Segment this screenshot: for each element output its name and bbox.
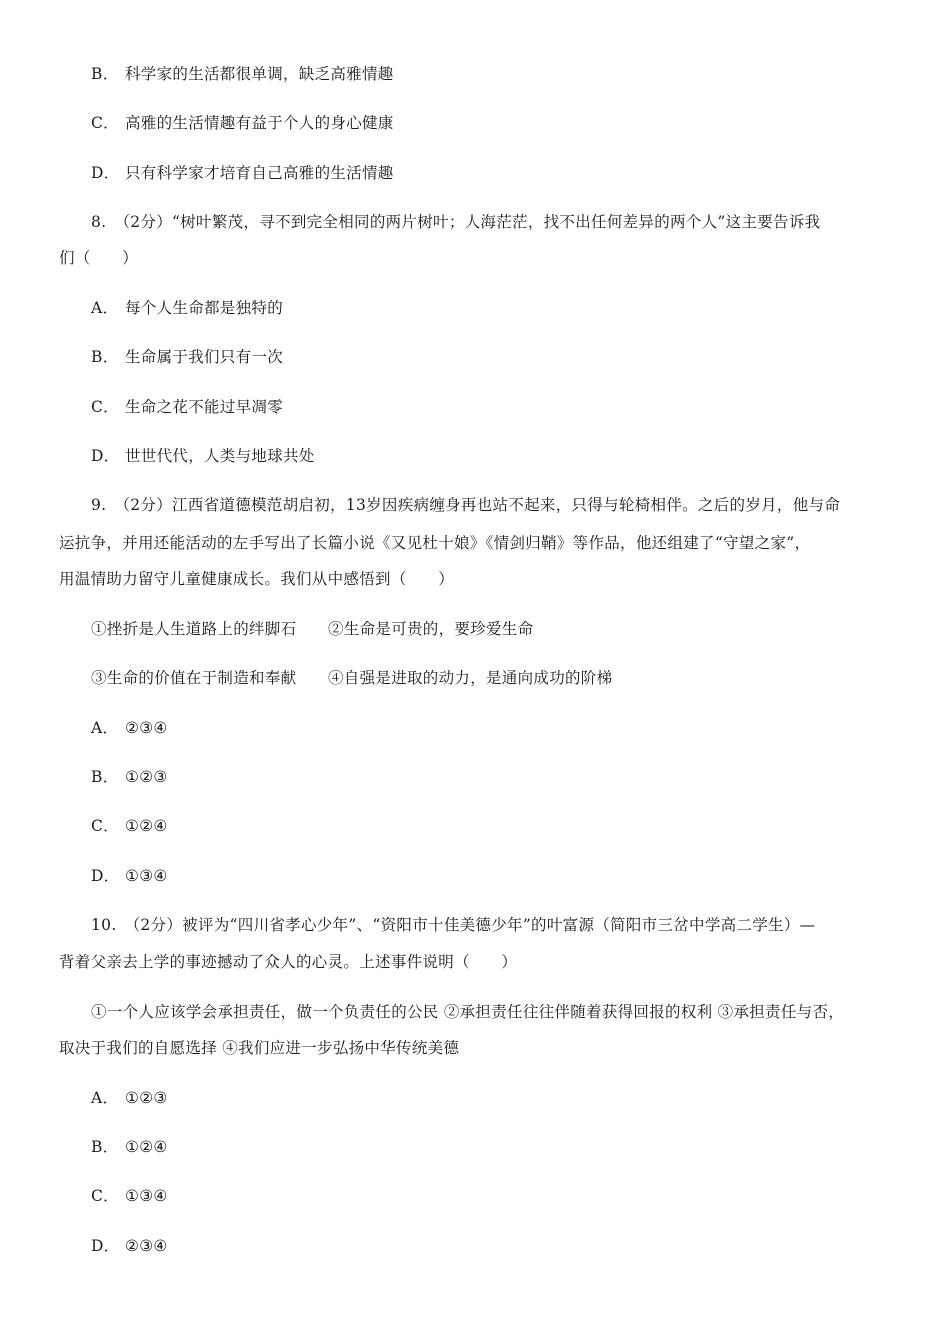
q8-stem-line2: 们（ ） — [59, 249, 139, 267]
q10-statements-line1: ①一个人应该学会承担责任，做一个负责任的公民 ②承担责任往往伴随着获得回报的权利 ③承担责任与否， — [91, 1003, 845, 1021]
q9-stem-line3: 用温情助力留守儿童健康成长。我们从中感悟到（ ） — [59, 570, 455, 588]
q8-stem-line1: 8. （2分）“树叶繁茂，寻不到完全相同的两片树叶；人海茫茫，找不出任何差异的两个人”这主要告诉我 — [91, 213, 821, 231]
q10-stem-line2: 背着父亲去上学的事迹撼动了众人的心灵。上述事件说明（ ） — [59, 953, 518, 971]
q9-statements-line2: ③生命的价值在于制造和奉献 ④自强是进取的动力，是通向成功的阶梯 — [91, 669, 613, 687]
option-text: 科学家的生活都很单调，缺乏高雅情趣 — [125, 65, 394, 83]
q9-option-d — [91, 866, 168, 886]
option-text: 生命属于我们只有一次 — [125, 348, 284, 366]
option-text: ①②④ — [125, 1138, 168, 1156]
option-letter: C． — [91, 114, 119, 132]
option-letter: D． — [91, 867, 120, 885]
q9-stem-line2: 运抗争，并用还能活动的左手写出了长篇小说《又见杜十娘》《情剑归鞘》等作品，他还组建了“守望之家”， — [59, 534, 811, 552]
q8-option-c — [91, 397, 283, 417]
q7-option-b — [91, 64, 394, 84]
option-text: 生命之花不能过早凋零 — [125, 398, 284, 416]
q8-option-b — [91, 347, 283, 367]
option-letter: C． — [91, 1187, 119, 1205]
q9-option-c — [91, 816, 168, 836]
option-text: 每个人生命都是独特的 — [125, 299, 284, 317]
q10-stem-line1: 10. （2分）被评为“四川省孝心少年”、“资阳市十佳美德少年”的叶富源（简阳市三岔中学高二学生）— — [91, 916, 816, 934]
q9-statements-line1: ①挫折是人生道路上的绊脚石 ②生命是可贵的，要珍爱生命 — [91, 620, 534, 638]
q9-option-a — [91, 718, 168, 738]
option-text: 世世代代，人类与地球共处 — [125, 447, 315, 465]
option-letter: D． — [91, 1237, 120, 1255]
q10-option-b — [91, 1137, 168, 1157]
q9-option-b — [91, 767, 168, 787]
option-letter: C． — [91, 817, 119, 835]
option-text: 只有科学家才培育自己高雅的生活情趣 — [125, 164, 394, 182]
option-letter: D． — [91, 447, 120, 465]
option-letter: A． — [91, 1089, 119, 1107]
q10-option-c — [91, 1186, 168, 1206]
q10-option-d — [91, 1236, 168, 1256]
option-text: ②③④ — [125, 719, 168, 737]
option-letter: A． — [91, 299, 119, 317]
option-letter: B． — [91, 768, 119, 786]
q10-option-a — [91, 1088, 168, 1108]
q7-option-d — [91, 163, 394, 183]
q10-statements-line2: 取决于我们的自愿选择 ④我们应进一步弘扬中华传统美德 — [59, 1039, 460, 1057]
option-letter: A． — [91, 719, 119, 737]
option-letter: B． — [91, 348, 119, 366]
q8-option-a — [91, 298, 283, 318]
option-text: ①②③ — [125, 1089, 168, 1107]
option-letter: D． — [91, 164, 120, 182]
q8-option-d — [91, 446, 315, 466]
option-text: ①②④ — [125, 817, 168, 835]
option-letter: B． — [91, 65, 119, 83]
option-text: ①③④ — [125, 1187, 168, 1205]
option-letter: B． — [91, 1138, 119, 1156]
option-text: ①③④ — [125, 867, 168, 885]
q9-stem-line1: 9. （2分）江西省道德模范胡启初，13岁因疾病缠身再也站不起来，只得与轮椅相伴。之后的岁月，他与命 — [91, 496, 841, 514]
option-text: ①②③ — [125, 768, 168, 786]
option-text: 高雅的生活情趣有益于个人的身心健康 — [125, 114, 394, 132]
q7-option-c — [91, 113, 394, 133]
option-letter: C． — [91, 398, 119, 416]
option-text: ②③④ — [125, 1237, 168, 1255]
